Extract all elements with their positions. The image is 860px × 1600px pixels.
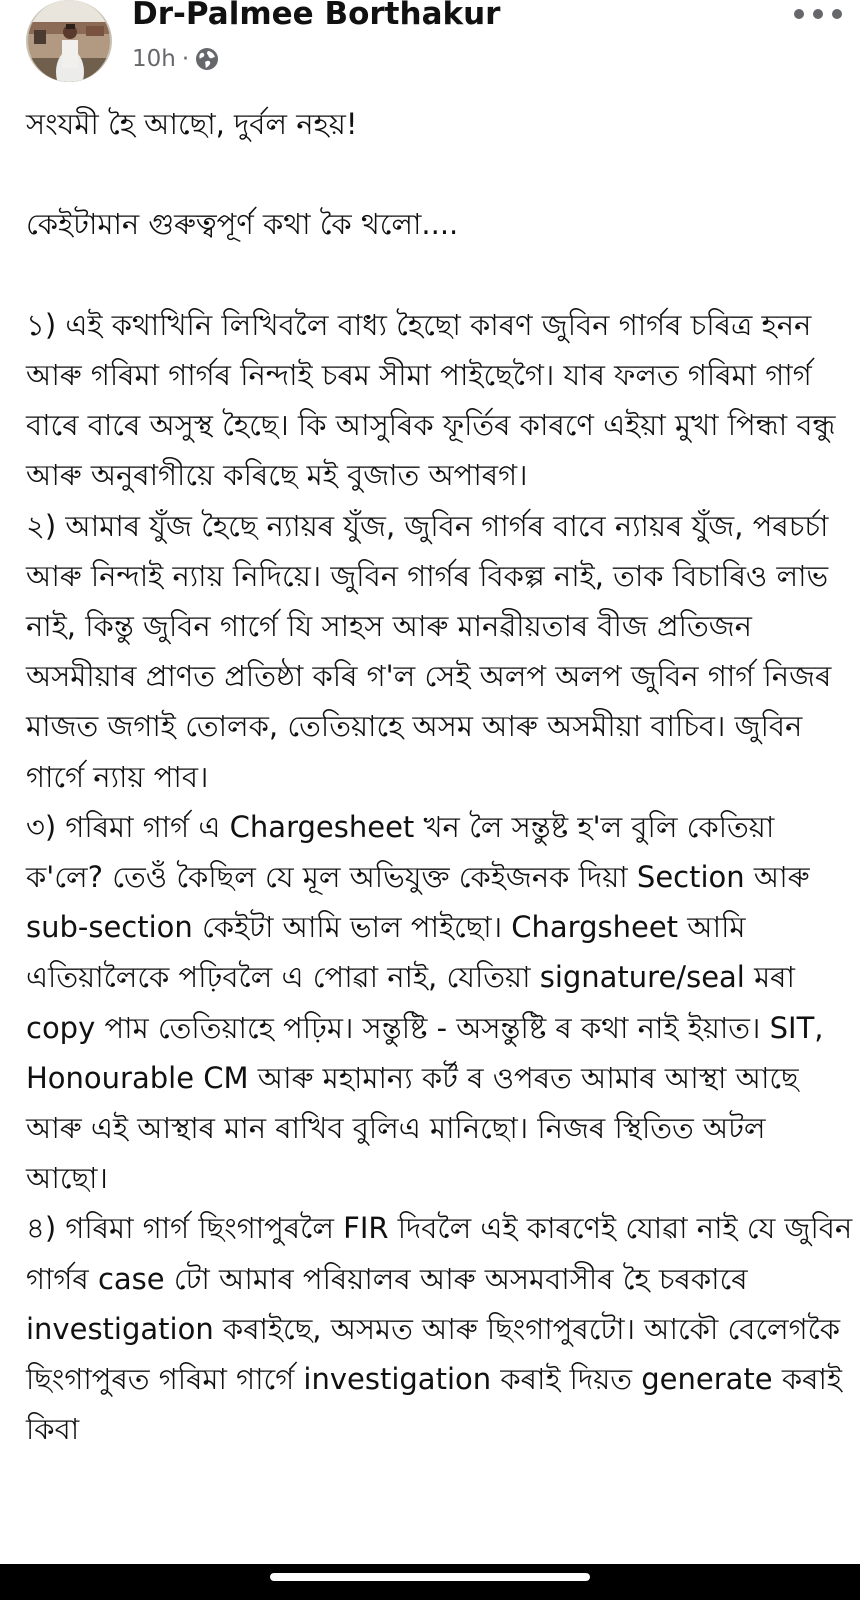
system-bottom-bar [0, 1564, 860, 1600]
more-dot [813, 9, 823, 19]
globe-icon[interactable] [195, 47, 219, 71]
post-meta [132, 44, 219, 74]
post-time[interactable]: 10h [132, 46, 176, 72]
blank-line [26, 250, 856, 300]
author-name[interactable]: Dr-Palmee Borthakur [132, 0, 501, 32]
post-paragraph-2: ২) আমাৰ যুঁজ হৈছে ন্যায়ৰ যুঁজ, জুবিন গাৰ্গৰ বাবে ন্যায়ৰ যুঁজ, পৰচৰ্চা আৰু নিন্দাই ন্যায় নিদিয়ে। জুবিন গাৰ্গৰ বিকল্প নাই, তাক বিচাৰিও লাভ নাই, কিন্তু জুবিন গাৰ্গে যি সাহস আৰু মানৱীয়তাৰ বীজ প্ৰতিজন অসমীয়াৰ প্ৰাণত প্ৰতিষ্ঠা কৰি গ'ল সেই অলপ অলপ জুবিন গাৰ্গ নিজৰ মাজত জগাই তোলক, তেতিয়াহে অসম আৰু অসমীয়া বাচিব। জুবিন গাৰ্গে ন্যায় পাব। [26, 508, 832, 794]
post-paragraph-1: ১) এই কথাখিনি লিখিবলৈ বাধ্য হৈছো কাৰণ জুবিন গাৰ্গৰ চৰিত্ৰ হনন আৰু গৰিমা গাৰ্গৰ নিন্দাই চৰম সীমা পাইছেগৈ। যাৰ ফলত গৰিমা গাৰ্গ বাৰে বাৰে অসুস্থ হৈছে। কি আসুৰিক ফূৰ্তিৰ কাৰণে এইয়া মুখা পিন্ধা বন্ধু আৰু অনুৰাগীয়ে কৰিছে মই বুজাত অপাৰগ। [26, 307, 836, 493]
profile-photo [26, 0, 112, 82]
meta-separator: · [181, 46, 190, 72]
more-dot [794, 9, 804, 19]
more-options-icon[interactable] [794, 2, 842, 26]
avatar[interactable] [26, 0, 112, 82]
post-title-line: সংযমী হৈ আছো, দুৰ্বল নহয়! [26, 107, 358, 141]
home-indicator[interactable] [270, 1573, 590, 1581]
more-dot [832, 9, 842, 19]
post-paragraph-3: ৩) গৰিমা গাৰ্গ এ Chargesheet খন লৈ সন্তুষ্ট হ'ল বুলি কেতিয়া ক'লে? তেওঁ কৈছিল যে মূল অভিযুক্ত কেইজনক দিয়া Section আৰু sub-section কেইটা আমি ভাল পাইছো। Chargsheet আমি এতিয়ালৈকে পঢ়িবলৈ এ পোৱা নাই, যেতিয়া signature/seal মৰা copy পাম তেতিয়াহে পঢ়িম। সন্তুষ্টি - অসন্তুষ্টি ৰ কথা নাই ইয়াত। SIT, Honourable CM আৰু মহামান্য কৰ্ট ৰ ওপৰত আমাৰ আস্থা আছে আৰু এই আস্থাৰ মান ৰাখিব বুলিএ মানিছো। নিজৰ স্থিতিত অটল আছো। [26, 809, 824, 1196]
post-paragraph-4: ৪) গৰিমা গাৰ্গ ছিংগাপুৰলৈ FIR দিবলৈ এই কাৰণেই যোৱা নাই যে জুবিন গাৰ্গৰ case টো আমাৰ পৰিয়ালৰ আৰু অসমবাসীৰ হৈ চৰকাৰে investigation কৰাইছে, অসমত আৰু ছিংগাপুৰটো। আকৌ বেলেগকৈ ছিংগাপুৰত গৰিমা গাৰ্গে investigation কৰাই দিয়ত generate কৰাই কিবা [26, 1211, 853, 1447]
post-body [26, 99, 856, 1454]
post-header [0, 0, 860, 90]
blank-line [26, 149, 856, 199]
post-intro-line: কেইটামান গুৰুত্বপূৰ্ণ কথা কৈ থলো.... [26, 207, 459, 242]
